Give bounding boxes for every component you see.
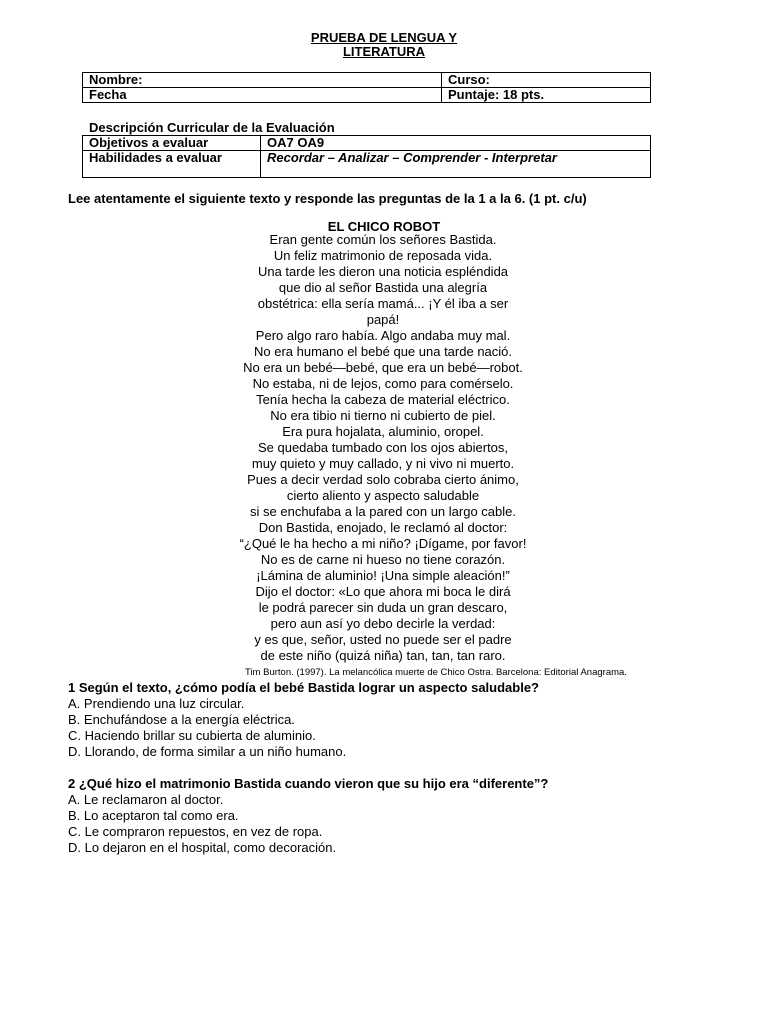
poem-line: No es de carne ni hueso no tiene corazón. (260, 552, 506, 567)
curso-field[interactable]: Curso: (442, 73, 651, 88)
habilidades-value: Recordar – Analizar – Comprender - Interpretar (261, 151, 651, 178)
exam-title-line1: PRUEBA DE LENGUA Y (310, 30, 458, 45)
question-2-option-b[interactable]: B. Lo aceptaron tal como era. (68, 808, 239, 823)
poem-line: Se quedaba tumbado con los ojos abiertos, (257, 440, 509, 455)
question-2-option-c[interactable]: C. Le compraron repuestos, en vez de ropa. (68, 824, 323, 839)
student-info-table (82, 72, 651, 103)
poem-text (0, 232, 766, 664)
poem-line: Tenía hecha la cabeza de material eléctrico. (256, 392, 510, 407)
objetivos-value: OA7 OA9 (261, 136, 651, 151)
reading-instruction: Lee atentamente el siguiente texto y responde las preguntas de la 1 a la 6. (1 pt. c/u) (68, 191, 587, 206)
poem-title: EL CHICO ROBOT (327, 219, 441, 234)
poem-line: pero aun así yo debo decirle la verdad: (270, 616, 496, 631)
poem-line: de este niño (quizá niña) tan, tan, tan raro. (260, 648, 506, 663)
question-1 (68, 680, 539, 760)
objetivos-label: Objetivos a evaluar (83, 136, 261, 151)
poem-line: obstétrica: ella sería mamá... ¡Y él iba a ser (257, 296, 509, 311)
poem-line: papá! (366, 312, 400, 327)
poem-line: Dijo el doctor: «Lo que ahora mi boca le dirá (255, 584, 511, 599)
poem-line: que dio al señor Bastida una alegría (278, 280, 488, 295)
poem-line: “¿Qué le ha hecho a mi niño? ¡Dígame, por favor! (239, 536, 527, 551)
question-2 (68, 776, 548, 856)
poem-line: Don Bastida, enojado, le reclamó al doctor: (258, 520, 508, 535)
poem-line: No era tibio ni tierno ni cubierto de piel. (270, 408, 496, 423)
poem-line: muy quieto y muy callado, y ni vivo ni muerto. (251, 456, 515, 471)
poem-line: Un feliz matrimonio de reposada vida. (273, 248, 493, 263)
curriculum-heading: Descripción Curricular de la Evaluación (89, 120, 335, 135)
poem-line: Eran gente común los señores Bastida. (269, 232, 497, 247)
nombre-field[interactable]: Nombre: (83, 73, 442, 88)
question-1-option-a[interactable]: A. Prendiendo una luz circular. (68, 696, 245, 711)
poem-line: ¡Lámina de aluminio! ¡Una simple aleación!” (256, 568, 510, 583)
poem-line: Una tarde les dieron una noticia espléndida (257, 264, 509, 279)
poem-line: No estaba, ni de lejos, como para comérselo. (252, 376, 514, 391)
poem-line: Pues a decir verdad solo cobraba cierto ánimo, (247, 472, 519, 487)
exam-title-line2: LITERATURA (342, 44, 426, 59)
question-1-option-d[interactable]: D. Llorando, de forma similar a un niño humano. (68, 744, 347, 759)
poem-line: Pero algo raro había. Algo andaba muy mal. (255, 328, 511, 343)
poem-citation: Tim Burton. (1997). La melancólica muerte de Chico Ostra. Barcelona: Editorial Anagrama. (245, 667, 627, 678)
curriculum-table (82, 135, 651, 178)
question-2-option-a[interactable]: A. Le reclamaron al doctor. (68, 792, 224, 807)
fecha-field[interactable]: Fecha (83, 88, 442, 103)
question-2-option-d[interactable]: D. Lo dejaron en el hospital, como decoración. (68, 840, 337, 855)
poem-line: No era humano el bebé que una tarde nació. (253, 344, 513, 359)
poem-line: Era pura hojalata, aluminio, oropel. (282, 424, 484, 439)
poem-line: cierto aliento y aspecto saludable (286, 488, 480, 503)
question-1-text: 1 Según el texto, ¿cómo podía el bebé Bastida lograr un aspecto saludable? (68, 680, 539, 695)
question-1-option-c[interactable]: C. Haciendo brillar su cubierta de aluminio. (68, 728, 316, 743)
poem-line: y es que, señor, usted no puede ser el padre (254, 632, 512, 647)
puntaje-field: Puntaje: 18 pts. (442, 88, 651, 103)
poem-line: No era un bebé—bebé, que era un bebé—robot. (243, 360, 523, 375)
question-2-text: 2 ¿Qué hizo el matrimonio Bastida cuando vieron que su hijo era “diferente”? (68, 776, 549, 791)
poem-line: si se enchufaba a la pared con un largo cable. (250, 504, 516, 519)
question-1-option-b[interactable]: B. Enchufándose a la energía eléctrica. (68, 712, 295, 727)
poem-line: le podrá parecer sin duda un gran descaro, (258, 600, 508, 615)
habilidades-label: Habilidades a evaluar (83, 151, 261, 178)
